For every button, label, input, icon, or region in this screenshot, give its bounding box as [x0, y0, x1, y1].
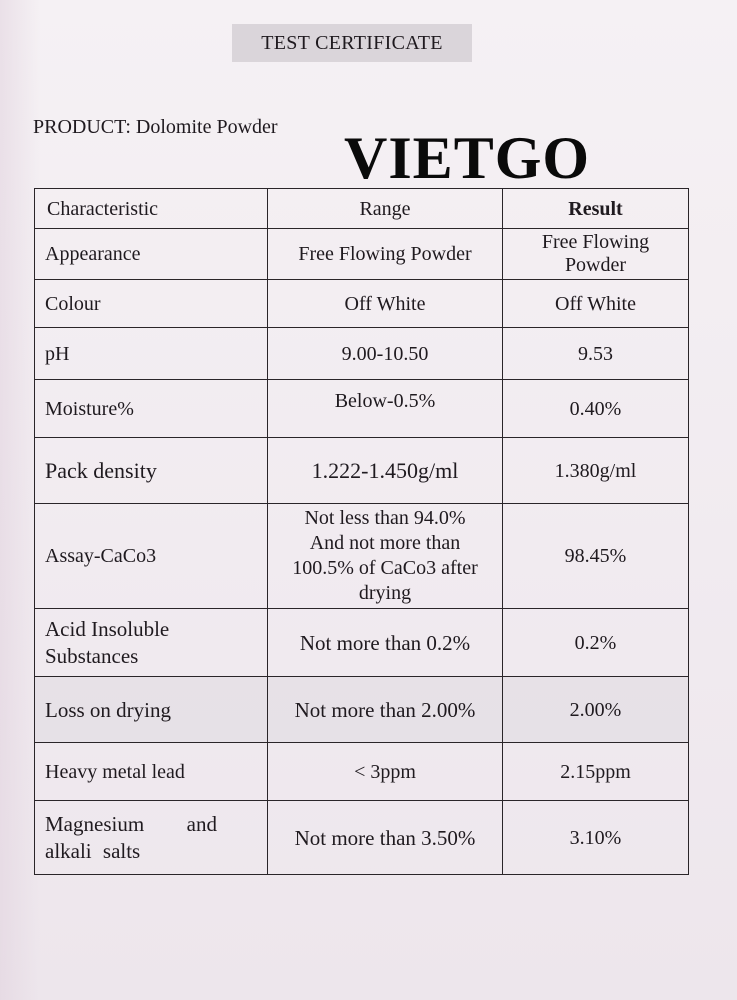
header-characteristic: Characteristic	[35, 189, 268, 229]
product-line: PRODUCT: Dolomite Powder	[33, 116, 278, 138]
row-result: 3.10%	[503, 801, 689, 875]
test-results-table	[34, 188, 689, 875]
row-range: Not less than 94.0% And not more than 100.5% of CaCo3 after drying	[268, 504, 503, 609]
certificate-title	[232, 24, 472, 62]
row-characteristic: Moisture%	[35, 380, 268, 438]
row-result: 98.45%	[503, 504, 689, 609]
header-result: Result	[503, 189, 689, 229]
table-row	[35, 280, 689, 328]
row-characteristic: Heavy metal lead	[35, 743, 268, 801]
row-characteristic: Pack density	[35, 438, 268, 504]
row-result: 1.380g/ml	[503, 438, 689, 504]
table-header-row	[35, 189, 689, 229]
table-row	[35, 438, 689, 504]
row-characteristic: Colour	[35, 280, 268, 328]
row-result: 0.2%	[503, 609, 689, 677]
table-row	[35, 743, 689, 801]
row-range: < 3ppm	[268, 743, 503, 801]
row-range: Off White	[268, 280, 503, 328]
row-characteristic: pH	[35, 328, 268, 380]
vietgo-logo: VIETGO	[344, 125, 591, 191]
row-range: Not more than 2.00%	[268, 677, 503, 743]
row-range: 1.222-1.450g/ml	[268, 438, 503, 504]
row-characteristic: Assay-CaCo3	[35, 504, 268, 609]
row-range: 9.00-10.50	[268, 328, 503, 380]
row-result: 0.40%	[503, 380, 689, 438]
table-row	[35, 328, 689, 380]
row-range: Not more than 0.2%	[268, 609, 503, 677]
row-range: Below-0.5%	[268, 380, 503, 438]
certificate-title-text: TEST CERTIFICATE	[261, 31, 443, 54]
table-row	[35, 677, 689, 743]
row-result: 9.53	[503, 328, 689, 380]
row-characteristic: Acid Insoluble Substances	[35, 609, 268, 677]
row-characteristic: Magnesium and alkali salts	[35, 801, 268, 875]
row-result: Free Flowing Powder	[503, 229, 689, 280]
row-result: 2.00%	[503, 677, 689, 743]
row-range: Free Flowing Powder	[268, 229, 503, 280]
table-row	[35, 380, 689, 438]
row-result: 2.15ppm	[503, 743, 689, 801]
table-row	[35, 229, 689, 280]
table-row	[35, 609, 689, 677]
table-row	[35, 801, 689, 875]
row-characteristic: Appearance	[35, 229, 268, 280]
row-result: Off White	[503, 280, 689, 328]
row-characteristic: Loss on drying	[35, 677, 268, 743]
row-range: Not more than 3.50%	[268, 801, 503, 875]
table-row	[35, 504, 689, 609]
header-range: Range	[268, 189, 503, 229]
